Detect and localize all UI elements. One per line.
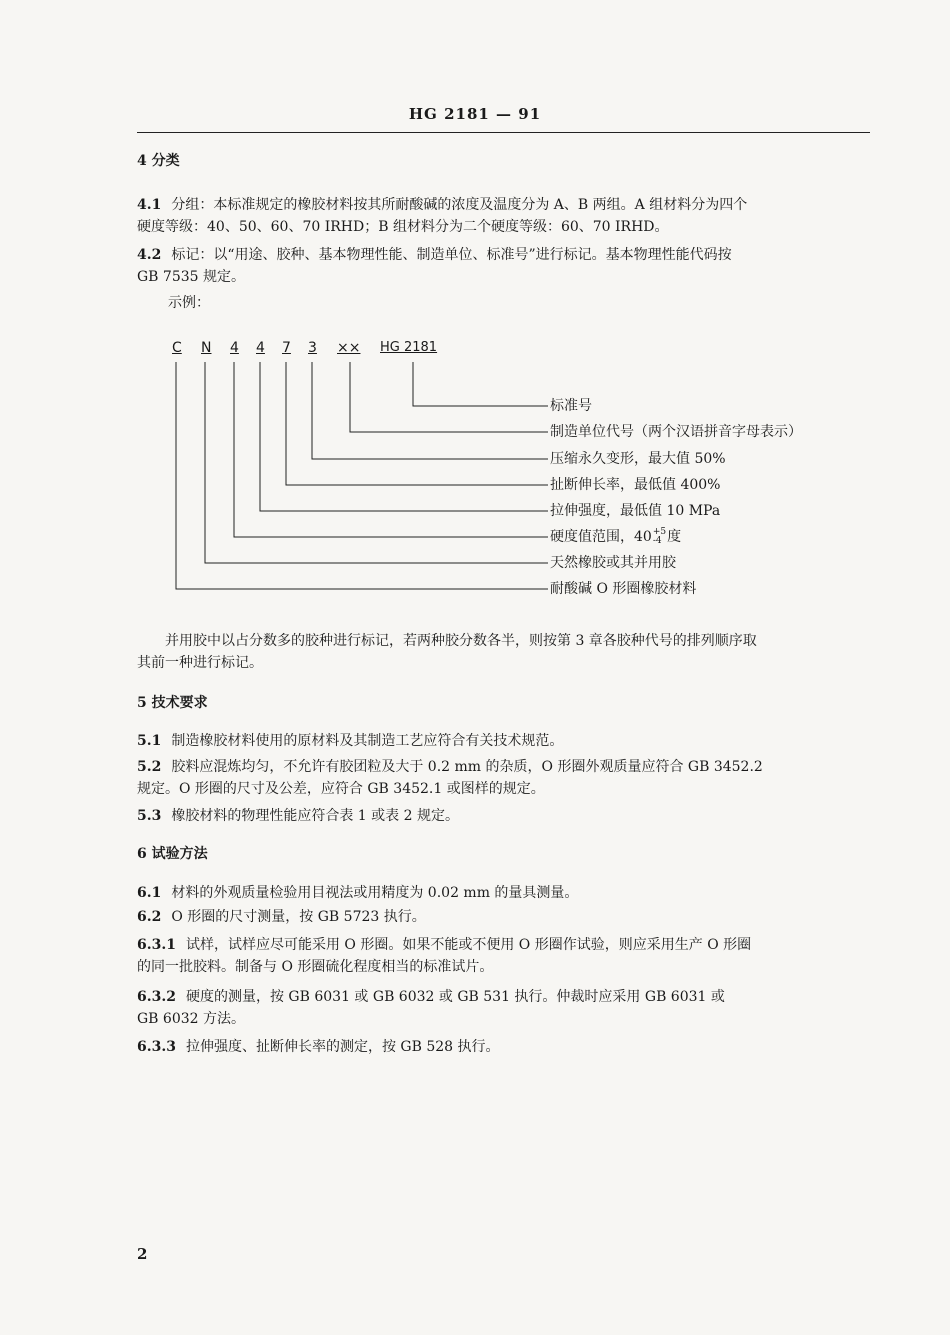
clause-text: 制造橡胶材料使用的原材料及其制造工艺应符合有关技术规范。 xyxy=(171,733,564,749)
clause-number: 6.3.2 xyxy=(137,989,176,1005)
clause-text: 硬度的测量，按 GB 6031 或 GB 6032 或 GB 531 执行。仲裁时应采用 GB 6031 或 xyxy=(185,989,725,1005)
section-4-heading: 4 分类 xyxy=(137,153,180,169)
label-elongation: 扯断伸长率，最低值 400% xyxy=(550,477,721,493)
clause-6-2 xyxy=(137,906,870,928)
clause-number: 6.2 xyxy=(137,909,162,925)
leader-manufacturer-code xyxy=(350,362,548,432)
clause-number: 5.3 xyxy=(137,808,162,824)
code-char-rubber-type: N xyxy=(201,340,212,356)
clause-6-3-3 xyxy=(137,1036,870,1058)
clause-text: 拉伸强度、扯断伸长率的测定，按 GB 528 执行。 xyxy=(185,1039,500,1055)
clause-number: 6.1 xyxy=(137,885,162,901)
label-standard-number: 标准号 xyxy=(550,398,592,414)
clause-text: 规定。O 形圈的尺寸及公差，应符合 GB 3452.1 或图样的规定。 xyxy=(137,781,545,797)
page-number: 2 xyxy=(137,1245,148,1263)
section-6-heading: 6 试验方法 xyxy=(137,846,208,862)
code-standard-number: HG 2181 xyxy=(380,340,438,355)
leader-lines xyxy=(160,340,880,610)
example-label: 示例： xyxy=(168,295,210,311)
leader-standard-number xyxy=(413,362,548,406)
code-char-tensile: 4 xyxy=(256,340,265,356)
clause-6-3-2 xyxy=(137,986,870,1030)
clause-number: 6.3.3 xyxy=(137,1039,176,1055)
clause-text: GB 6032 方法。 xyxy=(137,1011,246,1027)
label-rubber-type: 天然橡胶或其并用胶 xyxy=(550,555,676,571)
clause-text: 分组：本标准规定的橡胶材料按其所耐酸碱的浓度及温度分为 A、B 两组。A 组材料分为四个 xyxy=(171,197,748,213)
clause-6-3-1 xyxy=(137,934,870,978)
label-tensile-strength: 拉伸强度，最低值 10 MPa xyxy=(550,503,721,519)
clause-text: O 形圈的尺寸测量，按 GB 5723 执行。 xyxy=(171,909,426,925)
clause-4-1 xyxy=(137,194,870,238)
label-use: 耐酸碱 O 形圈橡胶材料 xyxy=(550,581,697,597)
label-manufacturer-code: 制造单位代号（两个汉语拼音字母表示） xyxy=(550,424,802,440)
code-char-compression: 3 xyxy=(308,340,317,356)
leader-rubber-type xyxy=(205,362,548,563)
clause-text: GB 7535 规定。 xyxy=(137,269,246,285)
clause-number: 4.1 xyxy=(137,197,162,213)
hardness-range-text: 硬度值范围，40 xyxy=(550,529,652,545)
clause-text: 材料的外观质量检验用目视法或用精度为 0.02 mm 的量具测量。 xyxy=(171,885,579,901)
clause-number: 4.2 xyxy=(137,247,162,263)
clause-number: 5.2 xyxy=(137,759,162,775)
hardness-tolerance: +5 -4 xyxy=(652,527,667,546)
header-rule xyxy=(137,132,870,133)
clause-text: 标记：以“用途、胶种、基本物理性能、制造单位、标准号”进行标记。基本物理性能代码按 xyxy=(171,247,732,263)
label-compression-set: 压缩永久变形，最大值 50% xyxy=(550,451,726,467)
clause-text: 橡胶材料的物理性能应符合表 1 或表 2 规定。 xyxy=(171,808,459,824)
leader-compression-set xyxy=(312,362,548,459)
clause-number: 6.3.1 xyxy=(137,937,176,953)
page-header: HG 2181 — 91 xyxy=(408,105,542,123)
note-line: 其前一种进行标记。 xyxy=(137,655,263,671)
code-char-manufacturer: ×× xyxy=(337,340,361,356)
code-char-elongation: 7 xyxy=(282,340,291,356)
label-hardness xyxy=(550,527,681,547)
hardness-unit: 度 xyxy=(667,529,682,545)
clause-number: 5.1 xyxy=(137,733,162,749)
clause-6-1 xyxy=(137,882,870,904)
clause-5-1 xyxy=(137,730,870,752)
clause-text: 硬度等级：40、50、60、70 IRHD；B 组材料分为二个硬度等级：60、70 IRHD。 xyxy=(137,219,669,235)
clause-text: 试样，试样应尽可能采用 O 形圈。如果不能或不便用 O 形圈作试验，则应采用生产 O 形圈 xyxy=(185,937,752,953)
leader-tensile-strength xyxy=(260,362,548,511)
leader-elongation xyxy=(286,362,548,485)
note-line: 并用胶中以占分数多的胶种进行标记，若两种胶分数各半，则按第 3 章各胶种代号的排列顺序取 xyxy=(165,633,757,649)
note-paragraph xyxy=(137,630,870,674)
clause-text: 的同一批胶料。制备与 O 形圈硫化程度相当的标准试片。 xyxy=(137,959,494,975)
leader-use xyxy=(176,362,548,589)
clause-5-2 xyxy=(137,756,870,800)
code-char-hardness: 4 xyxy=(230,340,239,356)
marking-example-diagram xyxy=(160,340,880,610)
code-char-use: C xyxy=(172,340,182,356)
clause-4-2 xyxy=(137,244,870,288)
clause-5-3 xyxy=(137,805,870,827)
clause-text: 胶料应混炼均匀，不允许有胶团粒及大于 0.2 mm 的杂质，O 形圈外观质量应符合 GB 3452.2 xyxy=(171,759,763,775)
section-5-heading: 5 技术要求 xyxy=(137,695,208,711)
